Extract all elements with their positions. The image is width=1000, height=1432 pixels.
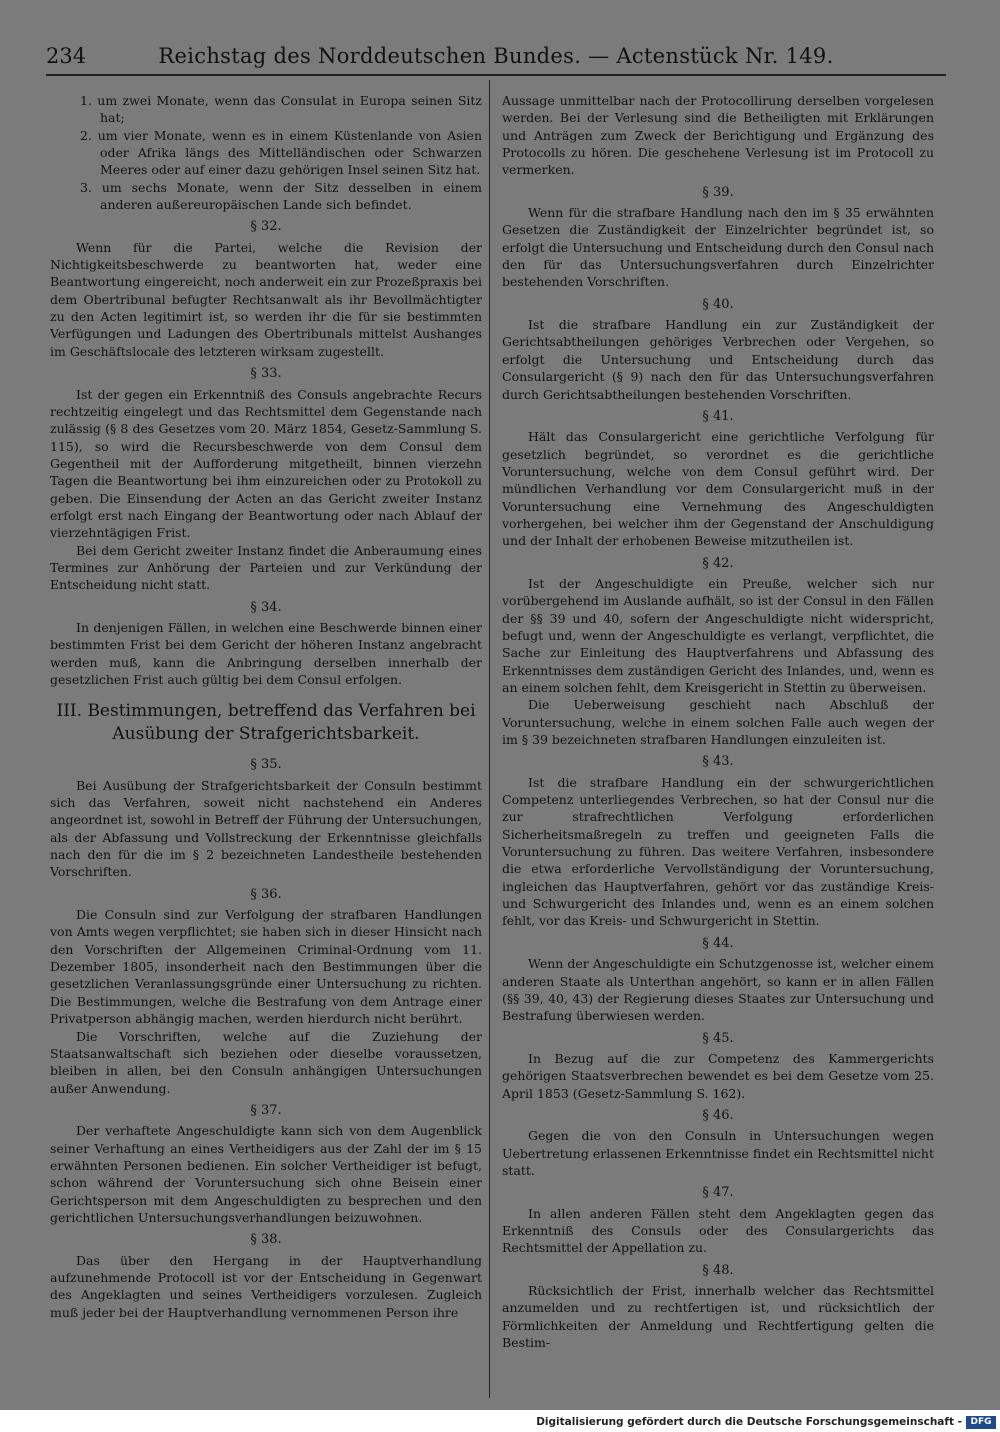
paragraph: Der verhaftete Angeschuldigte kann sich von dem Augenblick seiner Verhaftung an eines Vertheidigers aus der Zahl der im § 15 erwähnten Personen bedienen. Ein solcher Vertheidiger ist befugt, schon während der Voruntersuchung sich ohne Beisein einer Gerichtsperson mit dem Angeschuldigten zu besprechen und den gerichtlichen Untersuchungsverhandlungen beizuwohnen. <box>50 1123 482 1225</box>
paragraph: Ist der Angeschuldigte ein Preuße, welcher sich nur vorübergehend im Auslande aufhält, so ist der Consul in den Fällen der §§ 39 und 40, sofern der Angeschuldigte nicht widerspricht, befugt und, wenn der Angeschuldigte es verlangt, verpflichtet, die Sache zur Einleitung des Hauptverfahrens und Abfassung des Erkenntnisses dem zuständigen Gericht des Inlandes, und, wenn es an einem solchen fehlt, dem Kreisgericht in Stettin zu überweisen. <box>502 575 934 695</box>
list-item: 1. um zwei Monate, wenn das Consulat in Europa seinen Sitz hat; <box>80 93 482 126</box>
column-divider <box>489 80 490 1398</box>
section-heading: § 35. <box>250 757 282 773</box>
part-heading: III. Bestimmungen, betreffend das Verfahren bei Ausübung der Strafgerichtsbarkeit. <box>56 701 476 745</box>
digitization-footer <box>0 1414 1000 1432</box>
paragraph: In Bezug auf die zur Competenz des Kammergerichts gehörigen Staatsverbrechen bewendet es bei dem Gesetze vom 25. April 1853 (Gesetz-Sammlung S. 162). <box>502 1050 934 1101</box>
page-header <box>46 44 946 76</box>
section-heading: § 41. <box>702 408 734 424</box>
paragraph: Ist der gegen ein Erkenntniß des Consuls angebrachte Recurs rechtzeitig eingelegt und das Rechtsmittel dem Gegenstande nach zulässig (§ 8 des Gesetzes vom 20. März 1854, Gesetz-Sammlung S. 115), so wird die Recursbeschwerde von dem Consul dem Gegentheil mit der Aufforderung mitgetheilt, binnen vierzehn Tagen die Beantwortung bei ihm einzureichen oder zu Protokoll zu geben. Die Einsendung der Acten an das Gericht zweiter Instanz erfolgt erst nach Eingang der Beantwortung oder nach Ablauf der vierzehntägigen Frist. <box>50 386 482 541</box>
right-column <box>502 92 934 1397</box>
paragraph: In allen anderen Fällen steht dem Angeklagten gegen das Erkenntniß des Consuls oder des Consulargerichts das Rechtsmittel der Appellation zu. <box>502 1205 934 1256</box>
paragraph: Bei Ausübung der Strafgerichtsbarkeit der Consuln bestimmt sich das Verfahren, soweit nicht nachstehend ein Anderes angeordnet ist, sowohl in Betreff der Führung der Untersuchungen, als der Abfassung und Vollstreckung der Erkenntnisse gleichfalls nach den für die im § 2 bezeichneten Landestheile bestehenden Vorschriften. <box>50 777 482 880</box>
paragraph: In denjenigen Fällen, in welchen eine Beschwerde binnen einer bestimmten Frist bei dem Gericht der höheren Instanz angebracht werden muß, kann die Anbringung derselben innerhalb der gesetzlichen Frist auch gültig bei dem Consul erfolgen. <box>50 619 482 687</box>
paragraph: Hält das Consulargericht eine gerichtliche Verfolgung für gesetzlich begründet, so verordnet es die gerichtliche Voruntersuchung, welche von dem Consul geführt wird. Der mündlichen Verhandlung vor dem Consulargericht muß in der Voruntersuchung eine Vernehmung des Angeschuldigten vorhergehen, bei welcher ihm der Gegenstand der Anschuldigung und der Inhalt der erhobenen Beweise mitzutheilen ist. <box>502 429 934 549</box>
list-item: 3. um sechs Monate, wenn der Sitz desselben in einem anderen außereuropäischen Lande sich befindet. <box>80 179 482 213</box>
section-heading: § 42. <box>702 555 734 571</box>
page-number: 234 <box>46 44 87 68</box>
paragraph: Rücksichtlich der Frist, innerhalb welcher das Rechtsmittel anzumelden und zu rechtfertigen ist, und rücksichtlich der Förmlichkeiten der Anmeldung und Rechtfertigung gelten die Bestim- <box>502 1283 934 1351</box>
paragraph: Das über den Hergang in der Hauptverhandlung aufzunehmende Protocoll ist vor der Entscheidung in Gegenwart des Angeklagten und seines Vertheidigers vorzulesen. Zugleich muß jeder bei der Hauptverhandlung vernommenen Person ihre <box>50 1252 482 1320</box>
section-heading: § 45. <box>702 1030 734 1046</box>
section-heading: § 44. <box>702 935 734 951</box>
section-heading: § 36. <box>250 886 282 902</box>
section-heading: § 47. <box>702 1185 734 1201</box>
section-heading: § 32. <box>250 219 282 235</box>
paragraph: Bei dem Gericht zweiter Instanz findet die Anberaumung eines Termines zur Anhörung der Parteien und zur Verkündung der Entscheidung nicht statt. <box>50 542 482 593</box>
paragraph: Gegen die von den Consuln in Untersuchungen wegen Uebertretung erlassenen Erkenntnisse findet ein Rechtsmittel nicht statt. <box>502 1128 934 1178</box>
section-heading: § 43. <box>702 754 734 770</box>
section-heading: § 33. <box>250 366 282 382</box>
list-item: 2. um vier Monate, wenn es in einem Küstenlande von Asien oder Afrika längs des Mittelländischen oder Schwarzen Meeres oder auf einer dazu gehörigen Insel seinen Sitz hat. <box>80 127 482 178</box>
paragraph: Wenn für die strafbare Handlung nach den im § 35 erwähnten Gesetzen die Zuständigkeit der Einzelrichter begründet ist, so erfolgt die Untersuchung und Entscheidung durch den Consul nach den für das Untersuchungsverfahren durch Einzelrichter bestehenden Vorschriften. <box>502 205 934 290</box>
section-heading: § 37. <box>250 1102 282 1118</box>
section-heading: § 48. <box>702 1262 734 1278</box>
running-title: Reichstag des Norddeutschen Bundes. — Actenstück Nr. 149. <box>158 44 834 68</box>
section-heading: § 40. <box>702 296 734 312</box>
dfg-logo: DFG <box>966 1416 996 1429</box>
paragraph: Ist die strafbare Handlung ein zur Zuständigkeit der Gerichtsabtheilungen gehöriges Verbrechen oder Vergehen, so erfolgt die Untersuchung und Entscheidung durch das Consulargericht (§ 9) nach den für das Untersuchungsverfahren durch Gerichtsabtheilungen bestehenden Vorschriften. <box>502 317 934 402</box>
section-heading: § 39. <box>702 184 734 200</box>
paragraph: Die Consuln sind zur Verfolgung der strafbaren Handlungen von Amts wegen verpflichtet; sie haben sich in dieser Hinsicht nach den Vorschriften der Allgemeinen Criminal-Ordnung vom 11. Dezember 1805, insonderheit nach den Bestimmungen über die gesetzlichen Veranlassungsgründe einer Untersuchung zu richten. Die Bestimmungen, welche die Bestrafung von dem Antrage einer Privatperson abhängig machen, werden hierdurch nicht berührt. <box>50 907 482 1027</box>
paragraph: Aussage unmittelbar nach der Protocollirung derselben vorgelesen werden. Bei der Verlesung sind die Betheiligten mit Erklärungen und Anträgen zum Zweck der Berichtigung und Ergänzung des Protocolls zu hören. Die geschehene Verlesung ist im Protocoll zu vermerken. <box>502 93 934 178</box>
section-heading: § 34. <box>250 599 282 615</box>
paragraph: Wenn der Angeschuldigte ein Schutzgenosse ist, welcher einem anderen Staate als Unterthan angehört, so kann er in allen Fällen (§§ 39, 40, 43) der Regierung dieses Staates zur Untersuchung und Bestrafung überwiesen werden. <box>502 956 934 1024</box>
deadline-list <box>50 92 482 213</box>
section-heading: § 46. <box>702 1107 734 1123</box>
section-heading: § 38. <box>250 1232 282 1248</box>
paragraph: Wenn für die Partei, welche die Revision der Nichtigkeitsbeschwerde zu beantworten hat, weder eine Beantwortung eingereicht, noch anderweit ein zur Prozeßpraxis bei dem Obertribunal befugter Rechtsanwalt als ihr Bevollmächtigter zu den Acten legitimirt ist, so werden ihr die für sie bestimmten Verfügungen und Ladungen des Obertribunals mittelst Aushanges im Geschäftslocale des letzteren wirksam zugestellt. <box>50 239 482 359</box>
paragraph: Ist die strafbare Handlung ein der schwurgerichtlichen Competenz unterliegendes Verbrechen, so hat der Consul nur die zur strafrechtlichen Verfolgung erforderlichen Sicherheitsmaßregeln zu treffen und geeigneten Falls die Voruntersuchung zu führen. Das weitere Verfahren, insbesondere die etwa erforderliche Vervollständigung der Voruntersuchung, ingleichen das Hauptverfahren, gehört vor das zuständige Kreis- und Schwurgericht des Inlandes und, wenn es an einem solchen fehlt, vor das Kreis- und Schwurgericht in Stettin. <box>502 774 934 929</box>
left-column <box>50 92 482 1397</box>
paragraph: Die Vorschriften, welche auf die Zuziehung der Staatsanwaltschaft sich beziehen oder dieselbe voraussetzen, bleiben in allen, bei den Consuln anhängigen Untersuchungen außer Anwendung. <box>50 1028 482 1096</box>
paragraph: Die Ueberweisung geschieht nach Abschluß der Voruntersuchung, welche in einem solchen Falle auch wegen der im § 39 bezeichneten strafbaren Handlungen einzuleiten ist. <box>502 697 934 748</box>
funding-note: Digitalisierung gefördert durch die Deutsche Forschungsgemeinschaft - <box>536 1416 962 1428</box>
